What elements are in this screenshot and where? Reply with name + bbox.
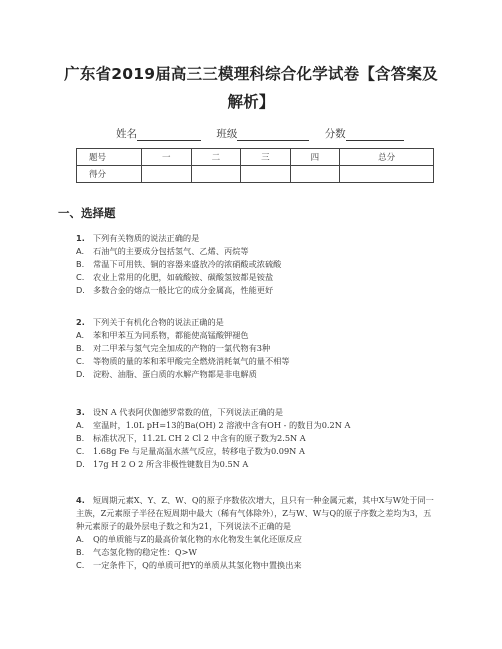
option (76, 368, 438, 381)
option-text: Q的单质能与Z的最高价氧化物的水化物发生氧化还原反应 (93, 534, 302, 545)
score-cell (290, 166, 340, 183)
student-info-line (116, 126, 404, 141)
score-label: 分数 (324, 128, 346, 140)
option-text: 对二甲苯与氢气完全加成的产物的一氯代物有3种 (93, 343, 271, 354)
row-label-cell: 得分 (77, 166, 142, 183)
question-stem: 下列关于有机化合物的说法正确的是 (92, 317, 224, 327)
option-text: 苯和甲苯互为同系物，都能使高锰酸钾褪色 (93, 330, 249, 341)
document-title (40, 60, 462, 116)
score-cell (142, 166, 192, 183)
option (76, 432, 438, 445)
class-label: 班级 (216, 128, 238, 140)
option (76, 355, 438, 368)
title-line-1: 广东省2019届高三三模理科综合化学试卷【含答案及 (64, 65, 438, 83)
question-stem: 短周期元素X、Y、Z、W、Q的原子序数依次增大，且只有一种金属元素，其中X与W处于同一主族，Z元素原子半径在短周期中最大（稀有气体除外），Z与W、W与Q的原子序数之差均为3，五种元素原子的最外层电子数之和为21，下列说法不正确的是 (76, 495, 434, 532)
score-table-header-row (77, 149, 434, 166)
option-text: 多数合金的熔点一般比它的成分金属高，性能更好 (93, 285, 274, 296)
option-text: 室温时，1.0L pH=13的Ba(OH) 2 溶液中含有OH - 的数目为0.2N A (93, 420, 351, 431)
question-2 (76, 316, 438, 381)
option-text: 农业上常用的化肥，如硫酸铵、碳酸氢铵都是铵盐 (93, 272, 274, 283)
score-cell (191, 166, 241, 183)
question-stem: 下列有关物质的说法正确的是 (92, 233, 200, 243)
option-label: B. (76, 259, 85, 270)
option-label: A. (76, 246, 85, 257)
title-line-2: 解析】 (227, 93, 275, 111)
header-cell: 总分 (340, 149, 434, 166)
score-table (76, 148, 434, 183)
option (76, 329, 438, 342)
option (76, 458, 438, 471)
question-number: 1. (76, 233, 85, 243)
option-label: C. (76, 356, 85, 367)
option (76, 271, 438, 284)
option-text: 常温下可用铁、铜的容器来盛放冷的浓硝酸或浓硫酸 (93, 259, 282, 270)
score-table-score-row (77, 166, 434, 183)
option-label: B. (76, 547, 85, 558)
name-label: 姓名 (116, 128, 137, 140)
option (76, 559, 438, 572)
question-number: 4. (76, 495, 85, 505)
option-text: 1.68g Fe 与足量高温水蒸气反应，转移电子数为0.09N A (93, 446, 305, 457)
score-cell (340, 166, 434, 183)
option (76, 284, 438, 297)
question-number: 2. (76, 317, 85, 327)
score-blank (346, 129, 404, 141)
question-1 (76, 232, 438, 297)
option (76, 533, 438, 546)
option (76, 258, 438, 271)
option-label: A. (76, 330, 85, 341)
option-text: 淀粉、油脂、蛋白质的水解产物都是非电解质 (93, 369, 257, 380)
option (76, 546, 438, 559)
option-label: B. (76, 433, 85, 444)
name-blank (137, 129, 201, 141)
option (76, 245, 438, 258)
option-text: 石油气的主要成分包括氢气、乙烯、丙烷等 (93, 246, 249, 257)
header-cell: 二 (191, 149, 241, 166)
option-label: D. (76, 369, 85, 380)
option (76, 419, 438, 432)
option-label: C. (76, 446, 85, 457)
option-label: D. (76, 459, 85, 470)
option-text: 等物质的量的苯和苯甲酸完全燃烧消耗氧气的量不相等 (93, 356, 290, 367)
question-number: 3. (76, 407, 85, 417)
option-label: B. (76, 343, 85, 354)
header-cell: 一 (142, 149, 192, 166)
score-cell (241, 166, 291, 183)
option (76, 342, 438, 355)
question-stem: 设N A 代表阿伏伽德罗常数的值，下列说法正确的是 (92, 407, 284, 417)
option (76, 445, 438, 458)
header-cell: 四 (290, 149, 340, 166)
option-text: 17g H 2 O 2 所含非极性键数目为0.5N A (93, 459, 249, 470)
option-label: A. (76, 534, 85, 545)
option-text: 标准状况下，11.2L CH 2 Cl 2 中含有的原子数为2.5N A (93, 433, 306, 444)
header-cell: 题号 (77, 149, 142, 166)
header-cell: 三 (241, 149, 291, 166)
option-label: A. (76, 420, 85, 431)
option-label: C. (76, 272, 85, 283)
option-label: C. (76, 560, 85, 571)
section-title: 一、选择题 (58, 206, 116, 220)
option-text: 一定条件下，Q的单质可把Y的单质从其氢化物中置换出来 (93, 560, 302, 571)
question-4 (76, 494, 438, 573)
question-3 (76, 406, 438, 471)
option-text: 气态氢化物的稳定性：Q>W (93, 547, 197, 558)
option-label: D. (76, 285, 85, 296)
class-blank (237, 129, 309, 141)
